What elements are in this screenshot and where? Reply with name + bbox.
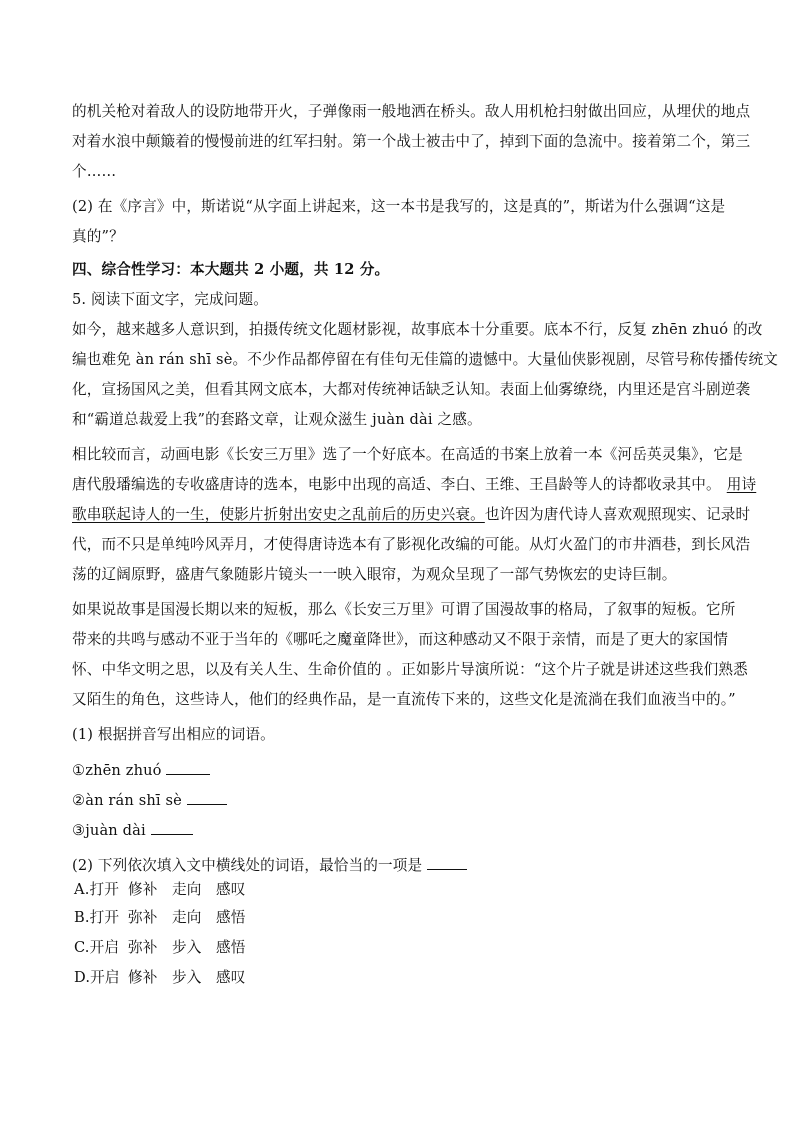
pinyin-prompt: ①zhēn zhuó	[72, 762, 162, 779]
passage-line: 个……	[72, 163, 117, 180]
option-label: A.打开	[74, 881, 119, 898]
answer-blank[interactable]	[151, 820, 193, 835]
question-text	[72, 855, 722, 876]
option-c[interactable]	[74, 938, 724, 958]
option-word: 弥补	[128, 939, 158, 956]
section-heading: 四、综合性学习：本大题共 2 小题，共 12 分。	[72, 261, 390, 278]
pinyin-prompt: ③juàn dài	[72, 822, 146, 839]
passage-line: 对着水浪中颠簸着的慢慢前进的红军扫射。第一个战士被击中了，掉到下面的急流中。接着第二个，第三	[72, 133, 751, 150]
passage-line	[72, 475, 757, 495]
question-text: (2) 在《序言》中，斯诺说“从字面上讲起来，这一本书是我写的，这是真的”，斯诺为什么强调“这是	[72, 198, 726, 215]
option-word: 感叹	[216, 881, 246, 898]
passage-line: 带来的共鸣与感动不亚于当年的《哪吒之魔童降世》，而这种感动又不限于亲情，而是了更大的家国情	[72, 631, 729, 648]
passage-line: 如今，越来越多人意识到，拍摄传统文化题材影视，故事底本十分重要。底本不行，反复 zhēn zhuó 的改	[72, 321, 763, 338]
passage-line: 又陌生的角色，这些诗人，他们的经典作品，是一直流传下来的，这些文化是流淌在我们血液当中的。”	[72, 691, 736, 708]
question-text: (1) 根据拼音写出相应的词语。	[72, 726, 275, 743]
option-word: 弥补	[128, 909, 158, 926]
option-word: 感叹	[216, 969, 246, 986]
passage-line: 相比较而言，动画电影《长安三万里》选了一个好底本。在高适的书案上放着一本《河岳英灵集》，它是	[72, 446, 743, 463]
option-label: C.开启	[74, 939, 120, 956]
option-label: B.打开	[74, 909, 120, 926]
passage-line: 编也难免 àn rán shī sè。不少作品都停留在有佳句无佳篇的遗憾中。大量仙侠影视剧，尽管号称传播传统文	[72, 351, 779, 368]
answer-blank[interactable]	[187, 790, 227, 805]
pinyin-prompt: ②àn rán shī sè	[72, 792, 182, 809]
option-word: 修补	[128, 969, 158, 986]
option-word: 步入	[172, 939, 202, 956]
option-word: 走向	[172, 909, 202, 926]
question-prompt: (2) 下列依次填入文中横线处的词语，最恰当的一项是	[72, 857, 423, 874]
answer-item	[72, 820, 722, 841]
passage-text: 唐代殷璠编选的专收盛唐诗的选本，电影中出现的高适、李白、王维、王昌龄等人的诗都收录其中。	[72, 476, 721, 493]
passage-line: 怀、中华文明之思，以及有关人生、生命价值的 。正如影片导演所说：“这个片子就是讲述这些我们熟悉	[72, 661, 748, 678]
passage-line: 和“霸道总裁爱上我”的套路文章，让观众滋生 juàn dài 之感。	[72, 411, 482, 428]
option-a[interactable]	[74, 880, 724, 900]
option-word: 修补	[128, 881, 158, 898]
question-text: 真的”？	[72, 228, 124, 245]
answer-item	[72, 790, 722, 811]
passage-line: 的机关枪对着敌人的设防地带开火，子弹像雨一般地洒在桥头。敌人用机枪扫射做出回应，从埋伏的地点	[72, 103, 751, 120]
passage-line: 如果说故事是国漫长期以来的短板，那么《长安三万里》可谓了国漫故事的格局，了叙事的短板。它所	[72, 601, 736, 618]
question-title: 5. 阅读下面文字，完成问题。	[72, 291, 268, 308]
answer-blank[interactable]	[427, 855, 467, 870]
underlined-sentence: 歌串联起诗人的一生，使影片折射出安史之乱前后的历史兴衰。	[72, 506, 485, 523]
passage-text: 也许因为唐代诗人喜欢观照现实、记录时	[484, 506, 751, 523]
option-word: 感悟	[216, 909, 246, 926]
option-b[interactable]	[74, 908, 724, 928]
option-word: 走向	[172, 881, 202, 898]
passage-line: 化，宣扬国风之美，但看其网文底本，大都对传统神话缺乏认知。表面上仙雾缭绕，内里还是宫斗剧逆袭	[72, 381, 751, 398]
option-d[interactable]	[74, 968, 724, 988]
option-word: 步入	[172, 969, 202, 986]
passage-line: 代，而不只是单纯吟风弄月，才使得唐诗选本有了影视化改编的可能。从灯火盈门的市井酒巷，到长风浩	[72, 536, 751, 553]
option-label: D.开启	[74, 969, 120, 986]
option-word: 感悟	[216, 939, 246, 956]
passage-line	[72, 505, 751, 525]
answer-item	[72, 760, 722, 781]
answer-blank[interactable]	[166, 760, 210, 775]
underlined-sentence: 用诗	[726, 476, 757, 493]
passage-line: 荡的辽阔原野，盛唐气象随影片镜头一一映入眼帘，为观众呈现了一部气势恢宏的史诗巨制。	[72, 566, 677, 583]
